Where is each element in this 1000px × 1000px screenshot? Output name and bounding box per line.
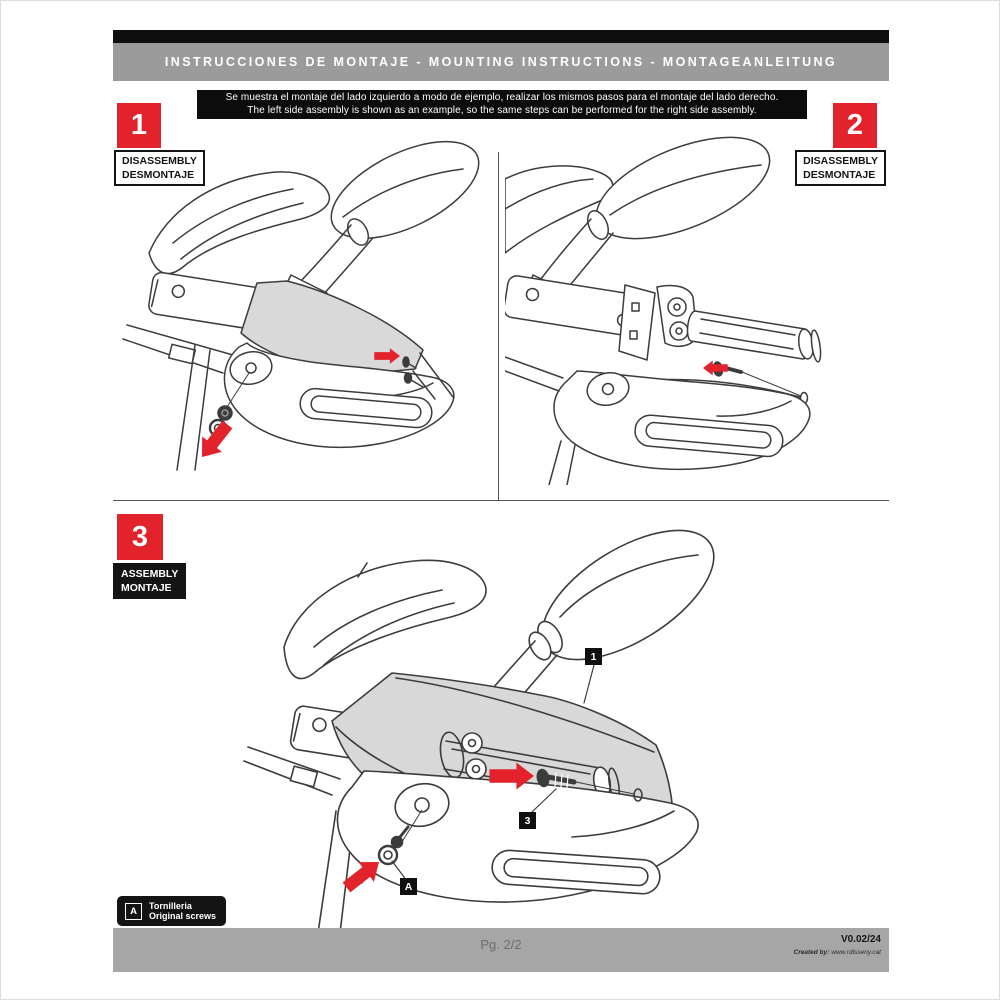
illustration-step1-disassembly	[115, 135, 495, 485]
illustration-step2-disassembly	[505, 135, 890, 485]
rear-guard-outline	[284, 560, 486, 678]
legend-a-icon: A	[125, 903, 142, 920]
step-3-label-es: MONTAJE	[121, 582, 172, 594]
version-label: V0.02/24	[840, 934, 881, 945]
original-screws-legend	[117, 896, 226, 926]
example-note	[197, 90, 807, 119]
step-2-label-es: DESMONTAJE	[803, 169, 876, 181]
page-title: INSTRUCCIONES DE MONTAJE - MOUNTING INSTRUCTIONS - MONTAGEANLEITUNG	[113, 43, 889, 81]
step-1-label-es: DESMONTAJE	[122, 169, 195, 181]
step-2-number: 2	[833, 103, 877, 148]
step-1-label-en: DISASSEMBLY	[122, 155, 197, 167]
horizontal-divider	[113, 500, 889, 501]
step-2-label-en: DISASSEMBLY	[803, 155, 878, 167]
step-3-label-en: ASSEMBLY	[121, 568, 179, 580]
vertical-divider	[498, 152, 499, 500]
step-3-number: 3	[117, 514, 163, 560]
note-line-es: Se muestra el montaje del lado izquierdo a modo de ejemplo, realizar los mismos pasos para el montaje del lado derecho.	[225, 92, 779, 103]
legend-text	[149, 901, 216, 922]
handguard-drawing-step1	[115, 135, 495, 485]
part-tag-1: 1	[585, 648, 602, 665]
illustration-step3-assembly	[240, 515, 740, 935]
part-tag-a: A	[400, 878, 417, 895]
credit-label: Created by:	[793, 949, 830, 956]
legend-line-es: Tornilleria	[149, 900, 192, 911]
credit-line	[794, 949, 882, 956]
step-3-label	[113, 563, 186, 599]
rear-guard-outline	[149, 172, 329, 274]
part-tag-3: 3	[519, 812, 536, 829]
handguard-drawing-step2	[505, 135, 890, 485]
handguard-drawing-step3	[240, 515, 740, 935]
step-1-number: 1	[117, 103, 161, 148]
top-black-bar	[113, 30, 889, 43]
handlebar-grip	[688, 311, 823, 362]
footer-bar	[113, 928, 889, 972]
page-number: Pg. 2/2	[480, 937, 522, 952]
note-line-en: The left side assembly is shown as an example, so the same steps can be performed for the right side assembly.	[247, 105, 757, 116]
credit-url: www.rdisseny.cat	[831, 949, 881, 956]
legend-line-en: Original screws	[149, 911, 217, 921]
